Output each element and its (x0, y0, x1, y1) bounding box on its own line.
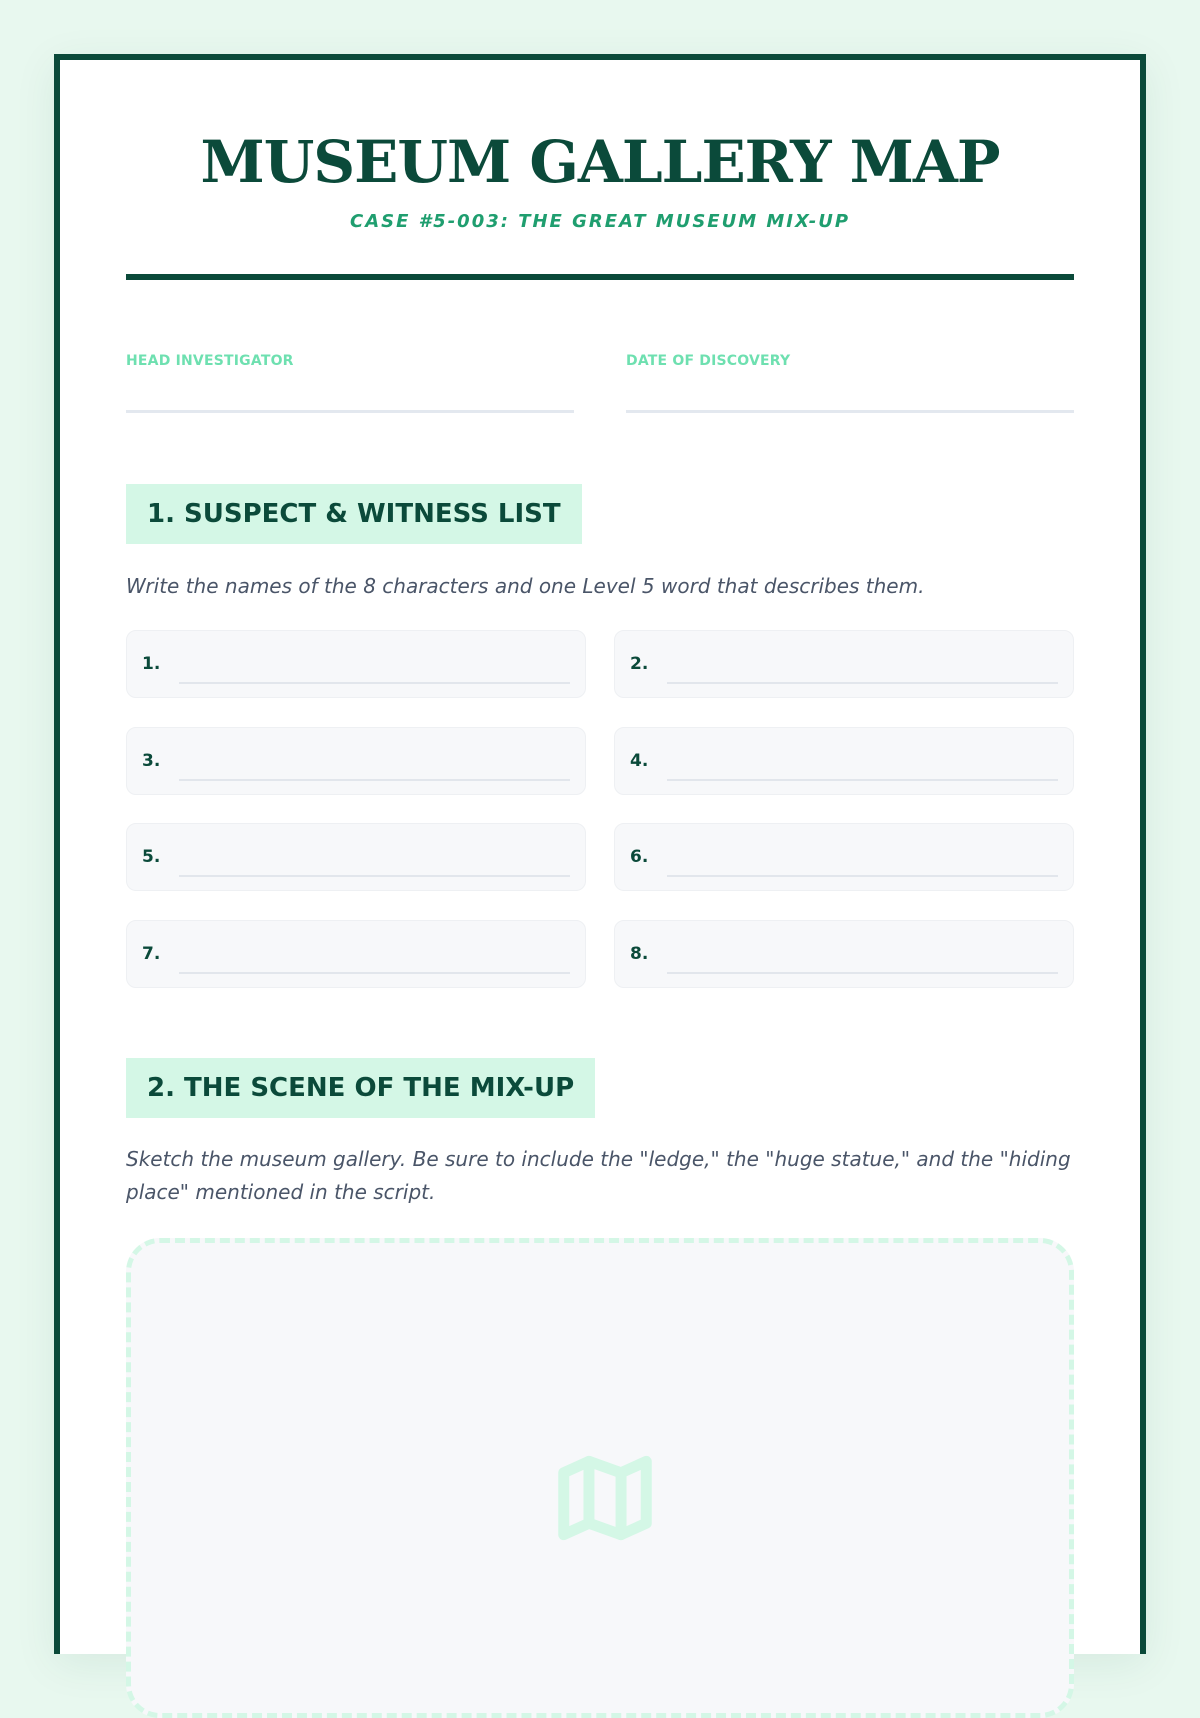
section-heading-suspects: 1. SUSPECT & WITNESS LIST (126, 484, 582, 544)
scene-instructions: Sketch the museum gallery. Be sure to include the "ledge," the "huge statue," and the "hiding place" mentioned in the script. (126, 1147, 1071, 1204)
investigator-label: HEAD INVESTIGATOR (126, 353, 294, 369)
entry-number: 3. (142, 751, 161, 771)
entry-number: 4. (630, 751, 649, 771)
case-subtitle: CASE #5-003: THE GREAT MUSEUM MIX-UP (349, 211, 851, 232)
date-field[interactable] (626, 352, 1074, 413)
suspect-entry-2[interactable] (614, 630, 1074, 698)
entry-write-line[interactable] (179, 682, 570, 684)
entry-write-line[interactable] (179, 875, 570, 877)
worksheet-page (54, 54, 1146, 1654)
investigator-write-line[interactable] (126, 410, 574, 413)
map-icon (550, 1443, 660, 1553)
entry-number: 2. (630, 654, 649, 674)
entry-number: 8. (630, 944, 649, 964)
title-divider (126, 274, 1074, 280)
suspect-entry-4[interactable] (614, 727, 1074, 795)
entry-write-line[interactable] (667, 972, 1058, 974)
sketch-area[interactable] (126, 1238, 1074, 1718)
investigator-field[interactable] (126, 352, 574, 413)
entry-write-line[interactable] (179, 972, 570, 974)
date-write-line[interactable] (626, 410, 1074, 413)
entry-number: 7. (142, 944, 161, 964)
entry-write-line[interactable] (667, 779, 1058, 781)
entry-number: 5. (142, 847, 161, 867)
suspect-entry-6[interactable] (614, 823, 1074, 891)
suspect-entry-8[interactable] (614, 920, 1074, 988)
suspect-entry-3[interactable] (126, 727, 586, 795)
page-title: MUSEUM GALLERY MAP (200, 128, 1000, 196)
entry-number: 1. (142, 654, 161, 674)
entry-write-line[interactable] (667, 682, 1058, 684)
date-label: DATE OF DISCOVERY (626, 353, 791, 369)
suspect-entry-1[interactable] (126, 630, 586, 698)
entry-write-line[interactable] (667, 875, 1058, 877)
entry-number: 6. (630, 847, 649, 867)
entry-write-line[interactable] (179, 779, 570, 781)
suspects-instructions: Write the names of the 8 characters and one Level 5 word that describes them. (126, 574, 925, 598)
suspect-entry-5[interactable] (126, 823, 586, 891)
section-heading-scene: 2. THE SCENE OF THE MIX-UP (126, 1058, 595, 1118)
suspect-entry-7[interactable] (126, 920, 586, 988)
